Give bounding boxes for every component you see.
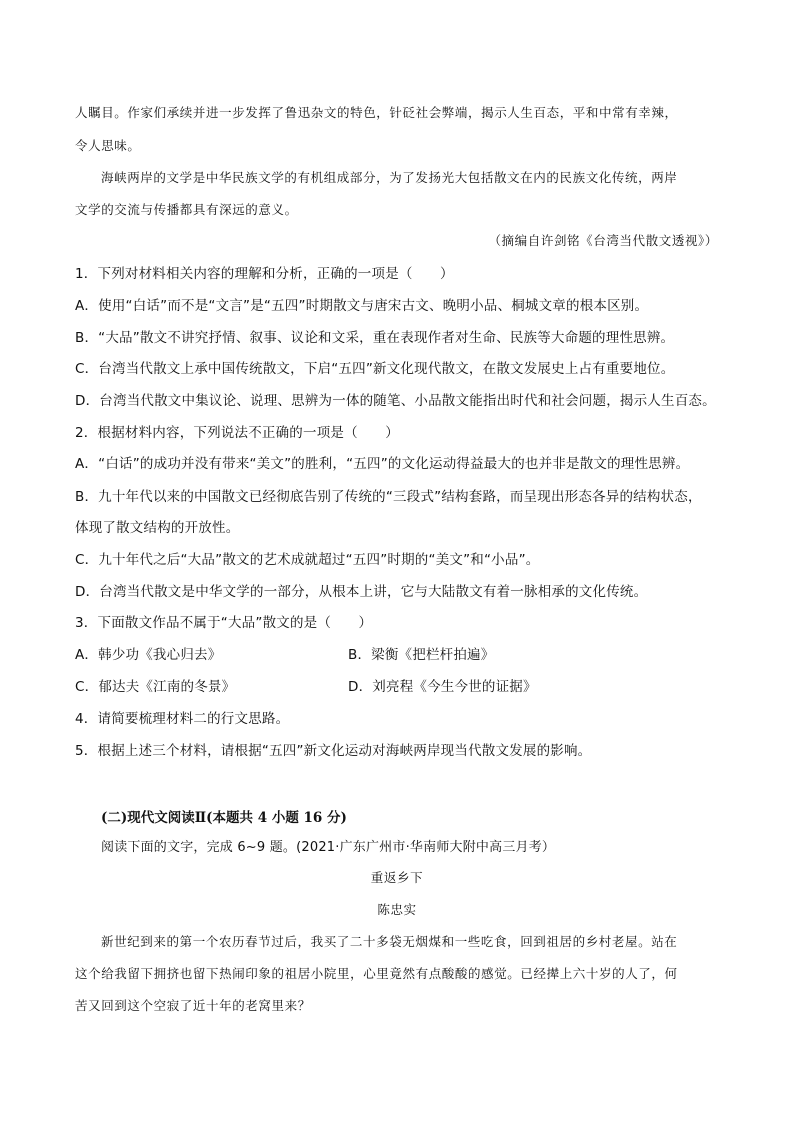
question-2-option-a[interactable]: A．“白话”的成功并没有带来“美文”的胜利，“五四”的文化运动得益最大的也并非是散文的理性思辨。 [75,456,690,472]
question-1-option-d[interactable]: D．台湾当代散文中集议论、说理、思辨为一体的随笔、小品散文能指出时代和社会问题，揭示人生百态。 [75,393,716,409]
material-para2-line1: 海峡两岸的文学是中华民族文学的有机组成部分，为了发扬光大包括散文在内的民族文化传统，两岸 [101,170,678,185]
passage-para1-line2: 这个给我留下拥挤也留下热闹印象的祖居小院里，心里竟然有点酸酸的感觉。已经撵上六十岁的人了，何 [75,966,678,981]
question-1-option-b[interactable]: B．“大品”散文不讲究抒情、叙事、议论和文采，重在表现作者对生命、民族等大命题的理性思辨。 [75,330,675,346]
question-3-option-c[interactable]: C．郁达夫《江南的冬景》 [75,679,236,695]
question-2-stem: 2．根据材料内容，下列说法不正确的一项是（ ） [75,425,399,441]
passage-author: 陈忠实 [377,902,417,917]
question-1-stem: 1．下列对材料相关内容的理解和分析，正确的一项是（ ） [75,266,454,282]
section-2-heading: (二)现代文阅读Ⅱ(本题共 4 小题 16 分) [101,810,347,826]
question-1-option-a[interactable]: A．使用“白话”而不是“文言”是“五四”时期散文与唐宋古文、晚明小品、桐城文章的根本区别。 [75,298,649,314]
question-1-option-c[interactable]: C．台湾当代散文上承中国传统散文，下启“五四”新文化现代散文，在散文发展史上占有重要地位。 [75,361,675,377]
question-3-option-b[interactable]: B．梁衡《把栏杆拍遍》 [348,647,495,663]
material-para1-line2: 令人思味。 [75,138,141,153]
passage-title: 重返乡下 [370,870,424,885]
question-3-stem: 3．下面散文作品不属于“大品”散文的是（ ） [75,615,373,631]
material-para2-line2: 文学的交流与传播都具有深远的意义。 [75,202,298,217]
passage-para1-line3: 苦又回到这个空寂了近十年的老窝里来？ [75,998,311,1013]
passage-para1-line1: 新世纪到来的第一个农历春节过后，我买了二十多袋无烟煤和一些吃食，回到祖居的乡村老屋。站在 [101,934,678,949]
question-3-option-a[interactable]: A．韩少功《我心归去》 [75,647,222,663]
question-2-option-b-line2: 体现了散文结构的开放性。 [75,520,240,536]
question-5-stem: 5．根据上述三个材料，请根据“五四”新文化运动对海峡两岸现当代散文发展的影响。 [75,743,592,759]
section-2-instruction: 阅读下面的文字，完成 6~9 题。(2021·广东广州市·华南师大附中高三月考） [101,840,556,855]
question-2-option-c[interactable]: C．九十年代之后“大品”散文的艺术成就超过“五四”时期的“美文”和“小品”。 [75,552,540,568]
material-para1-line1: 人瞩目。作家们承续并进一步发挥了鲁迅杂文的特色，针砭社会弊端，揭示人生百态，平和中常有幸辣， [75,105,678,120]
material-source: （摘编自许剑铭《台湾当代散文透视》） [488,233,718,248]
question-2-option-d[interactable]: D．台湾当代散文是中华文学的一部分，从根本上讲，它与大陆散文有着一脉相承的文化传统。 [75,584,648,600]
question-4-stem: 4．请简要梳理材料二的行文思路。 [75,711,290,727]
question-2-option-b-line1[interactable]: B．九十年代以来的中国散文已经彻底告别了传统的“三段式”结构套路，而呈现出形态各异的结构状态， [75,489,702,505]
question-3-option-d[interactable]: D．刘亮程《今生今世的证据》 [348,679,537,695]
